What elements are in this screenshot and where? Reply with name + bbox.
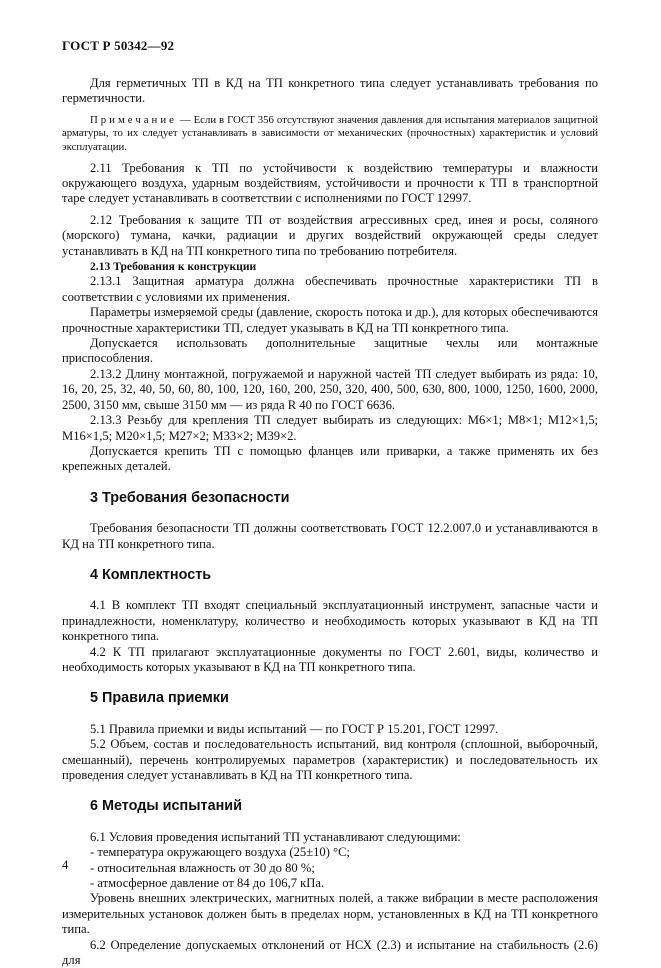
list-item-temperature: - температура окружающего воздуха (25±10) °С; (90, 845, 350, 860)
paragraph-hermetic: Для герметичных ТП в КД на ТП конкретного типа следует устанавливать требования по герметичности. (62, 76, 598, 106)
paragraph-4-2: 4.2 К ТП прилагают эксплуатационные документы по ГОСТ 2.601, виды, количество и необходимость которых указывают в КД на ТП конкретного типа. (62, 644, 598, 674)
paragraph-fields: Уровень внешних электрических, магнитных полей, а также вибрации в месте расположения измерительных установок должен быть в пределах норм, установленных в КД на ТП конкретного типа. (62, 891, 598, 937)
paragraph-covers: Допускается использовать дополнительные защитные чехлы или монтажные приспособления. (62, 336, 598, 366)
paragraph-6-1: 6.1 Условия проведения испытаний ТП устанавливают следующими: (90, 829, 461, 844)
paragraph-2-13-3: 2.13.3 Резьбу для крепления ТП следует выбирать из следующих: М6×1; М8×1; М12×1,5; М16×1,5; М20×1,5; М27×2; М33×2; М39×2. (62, 413, 598, 443)
paragraph-5-2: 5.2 Объем, состав и последовательность испытаний, вид контроля (сплошной, выборочный, смешанный), перечень контролируемых параметров (характеристик) и последовательность их проведения следует устанавливать в КД на ТП конкретного типа. (62, 737, 598, 782)
section-heading-5: 5 Правила приемки (90, 690, 229, 707)
paragraph-2-12: 2.12 Требования к защите ТП от воздействия агрессивных сред, инея и росы, соляного (морского) тумана, качки, радиации и других воздействий окружающей среды следует устанавливать в КД на ТП конкретного типа по требованию потребителя. (62, 212, 598, 258)
note-label: Примечание (90, 113, 177, 126)
section-heading-3: 3 Требования безопасности (90, 489, 290, 506)
paragraph-2-11: 2.11 Требования к ТП по устойчивости к воздействию температуры и влажности окружающего воздуха, ударным воздействиям, устойчивости и прочности к ТП в транспортной таре следует устанавливать в соответствии с исполнениями по ГОСТ 12997. (62, 160, 598, 206)
paragraph-2-13-2: 2.13.2 Длину монтажной, погружаемой и наружной частей ТП следует выбирать из ряда: 10, 16, 20, 25, 32, 40, 50, 60, 80, 100, 120, 160, 200, 250, 320, 400, 500, 630, 800, 1000, 1250, 1600, 2000, 2500, 3150 мм, свыше 3150 мм — из ряда R 40 по ГОСТ 6636. (62, 366, 598, 412)
list-item-pressure: - атмосферное давление от 84 до 106,7 кПа. (90, 876, 325, 891)
paragraph-4-1: 4.1 В комплект ТП входят специальный эксплуатационный инструмент, запасные части и принадлежности, номенклатуру, количество и необходимость которых указывают в КД на ТП конкретного типа. (62, 598, 598, 644)
paragraph-2-13-1: 2.13.1 Защитная арматура должна обеспечивать прочностные характеристики ТП в соответствии с условиями их применения. (62, 274, 598, 304)
paragraph-5-1: 5.1 Правила приемки и виды испытаний — по ГОСТ Р 15.201, ГОСТ 12997. (90, 721, 499, 736)
note-text: — Если в ГОСТ 356 отсутствуют значения давления для испытания материалов защитной арматуры, то их следует устанавливать в зависимости от механических (прочностных) характеристик и условий эксплуатации. (62, 113, 598, 153)
section-heading-4: 4 Комплектность (90, 566, 212, 583)
section-heading-6: 6 Методы испытаний (90, 798, 242, 815)
note (62, 114, 598, 155)
paragraph-params: Параметры измеряемой среды (давление, скорость потока и др.), для которых обеспечиваются прочностные характеристики ТП, следует указывать в КД на ТП конкретного типа. (62, 305, 598, 335)
document-header-code: ГОСТ Р 50342—92 (62, 38, 175, 53)
paragraph-flanges: Допускается крепить ТП с помощью фланцев или приварки, а также применять их без крепежных деталей. (62, 443, 598, 474)
subsection-heading-2-13: 2.13 Требования к конструкции (90, 260, 257, 274)
list-item-humidity: - относительная влажность от 30 до 80 %; (90, 860, 315, 875)
document-body (62, 76, 598, 968)
paragraph-6-2: 6.2 Определение допускаемых отклонений от НСХ (2.3) и испытание на стабильность (2.6) для (62, 937, 598, 968)
page-number: 4 (62, 858, 69, 872)
paragraph-3: Требования безопасности ТП должны соответствовать ГОСТ 12.2.007.0 и устанавливаются в КД на ТП конкретного типа. (62, 521, 598, 551)
